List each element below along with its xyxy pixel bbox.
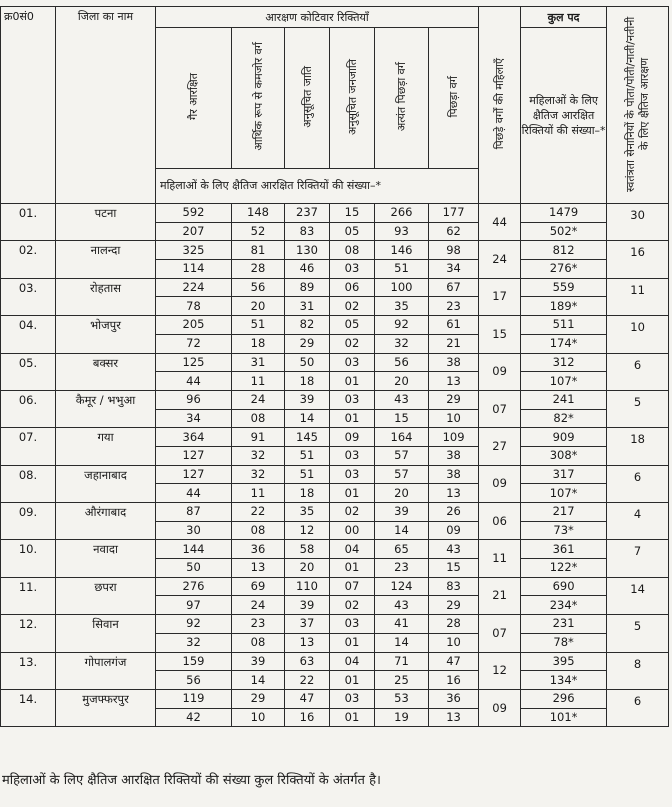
women-vacancy-cell: 01	[330, 372, 375, 391]
total-vacancy-cell: 325	[156, 241, 232, 260]
women-vacancy-cell: 20	[375, 484, 429, 503]
total-women-posts-cell: 308*	[521, 446, 607, 465]
category-header: गैर आरक्षित	[156, 28, 232, 169]
table-row	[1, 615, 669, 634]
total-posts-cell: 909	[521, 428, 607, 447]
total-vacancy-cell: 148	[232, 204, 285, 223]
table-row	[1, 465, 669, 484]
total-vacancy-cell: 592	[156, 204, 232, 223]
total-women-posts-cell: 107*	[521, 372, 607, 391]
women-vacancy-cell: 23	[429, 297, 479, 316]
women-vacancy-cell: 42	[156, 708, 232, 727]
women-vacancy-cell: 39	[285, 596, 330, 615]
total-posts-cell: 231	[521, 615, 607, 634]
total-posts-cell: 511	[521, 316, 607, 335]
women-vacancy-cell: 32	[156, 633, 232, 652]
district-name: नालन्दा	[56, 241, 156, 278]
backward-women-cell: 27	[479, 428, 521, 465]
table-row	[1, 652, 669, 671]
total-vacancy-cell: 50	[285, 353, 330, 372]
women-vacancy-cell: 20	[232, 297, 285, 316]
total-vacancy-cell: 47	[285, 689, 330, 708]
total-vacancy-cell: 02	[330, 503, 375, 522]
women-vacancy-cell: 08	[232, 409, 285, 428]
women-vacancy-cell: 14	[232, 671, 285, 690]
total-vacancy-cell: 03	[330, 615, 375, 634]
women-vacancy-cell: 14	[375, 521, 429, 540]
total-vacancy-cell: 15	[330, 204, 375, 223]
total-vacancy-cell: 127	[156, 465, 232, 484]
table-row	[1, 316, 669, 335]
total-women-posts-cell: 82*	[521, 409, 607, 428]
total-vacancy-cell: 177	[429, 204, 479, 223]
women-vacancy-cell: 01	[330, 409, 375, 428]
women-vacancy-cell: 13	[429, 372, 479, 391]
women-vacancy-cell: 03	[330, 260, 375, 279]
women-vacancy-cell: 11	[232, 372, 285, 391]
total-vacancy-cell: 08	[330, 241, 375, 260]
total-vacancy-cell: 92	[375, 316, 429, 335]
serial-number: 06.	[1, 390, 56, 427]
freedom-fighter-cell: 6	[607, 689, 669, 726]
category-header: आर्थिक रूप से कमजोर वर्ग	[232, 28, 285, 169]
district-name: गोपालगंज	[56, 652, 156, 689]
total-vacancy-cell: 119	[156, 689, 232, 708]
total-posts-cell: 812	[521, 241, 607, 260]
total-vacancy-cell: 205	[156, 316, 232, 335]
women-vacancy-cell: 18	[285, 372, 330, 391]
women-vacancy-cell: 02	[330, 297, 375, 316]
women-vacancy-cell: 51	[285, 446, 330, 465]
backward-women-cell: 06	[479, 503, 521, 540]
table-row	[1, 428, 669, 447]
total-women-posts-cell: 73*	[521, 521, 607, 540]
total-vacancy-cell: 71	[375, 652, 429, 671]
total-vacancy-cell: 51	[232, 316, 285, 335]
women-vacancy-cell: 10	[232, 708, 285, 727]
total-vacancy-cell: 38	[429, 465, 479, 484]
serial-number: 04.	[1, 316, 56, 353]
backward-women-cell: 15	[479, 316, 521, 353]
table-row	[1, 577, 669, 596]
total-vacancy-cell: 28	[429, 615, 479, 634]
district-name: रोहतास	[56, 278, 156, 315]
category-header: अनुसूचित जाति	[285, 28, 330, 169]
women-vacancy-cell: 52	[232, 222, 285, 241]
women-vacancy-cell: 16	[285, 708, 330, 727]
women-vacancy-cell: 01	[330, 633, 375, 652]
women-vacancy-cell: 43	[375, 596, 429, 615]
women-vacancy-cell: 46	[285, 260, 330, 279]
serial-header: क्र0सं0	[1, 7, 56, 204]
women-vacancy-cell: 16	[429, 671, 479, 690]
women-vacancy-cell: 01	[330, 671, 375, 690]
women-vacancy-cell: 29	[285, 334, 330, 353]
women-vacancy-cell: 114	[156, 260, 232, 279]
total-vacancy-cell: 69	[232, 577, 285, 596]
total-women-posts-cell: 134*	[521, 671, 607, 690]
total-vacancy-cell: 23	[232, 615, 285, 634]
freedom-fighter-cell: 6	[607, 465, 669, 502]
total-women-posts-cell: 234*	[521, 596, 607, 615]
serial-number: 11.	[1, 577, 56, 614]
women-vacancy-cell: 02	[330, 596, 375, 615]
women-vacancy-cell: 72	[156, 334, 232, 353]
women-vacancy-cell: 57	[375, 446, 429, 465]
district-name: गया	[56, 428, 156, 465]
women-vacancy-cell: 51	[375, 260, 429, 279]
freedom-fighter-cell: 16	[607, 241, 669, 278]
district-name: मुजफ्फरपुर	[56, 689, 156, 726]
women-vacancy-cell: 05	[330, 222, 375, 241]
total-posts-header: कुल पद	[521, 7, 607, 28]
total-women-posts-cell: 189*	[521, 297, 607, 316]
total-vacancy-cell: 92	[156, 615, 232, 634]
table-row	[1, 278, 669, 297]
total-vacancy-cell: 124	[375, 577, 429, 596]
backward-women-cell: 11	[479, 540, 521, 577]
total-women-posts-cell: 101*	[521, 708, 607, 727]
women-vacancy-cell: 13	[429, 708, 479, 727]
total-posts-cell: 559	[521, 278, 607, 297]
women-row-label: महिलाओं के लिए क्षैतिज आरक्षित रिक्तियों की संख्या–*	[156, 169, 479, 204]
total-posts-cell: 296	[521, 689, 607, 708]
total-vacancy-cell: 22	[232, 503, 285, 522]
total-posts-cell: 1479	[521, 204, 607, 223]
total-vacancy-cell: 43	[429, 540, 479, 559]
total-vacancy-cell: 146	[375, 241, 429, 260]
women-vacancy-cell: 29	[429, 596, 479, 615]
freedom-fighter-cell: 4	[607, 503, 669, 540]
women-vacancy-cell: 18	[285, 484, 330, 503]
women-vacancy-cell: 20	[285, 559, 330, 578]
serial-number: 05.	[1, 353, 56, 390]
total-vacancy-cell: 51	[285, 465, 330, 484]
women-vacancy-cell: 08	[232, 521, 285, 540]
women-vacancy-cell: 00	[330, 521, 375, 540]
total-vacancy-cell: 29	[429, 390, 479, 409]
total-vacancy-cell: 276	[156, 577, 232, 596]
total-vacancy-cell: 130	[285, 241, 330, 260]
total-vacancy-cell: 364	[156, 428, 232, 447]
women-vacancy-cell: 13	[232, 559, 285, 578]
total-vacancy-cell: 39	[375, 503, 429, 522]
women-vacancy-cell: 93	[375, 222, 429, 241]
women-vacancy-cell: 32	[232, 446, 285, 465]
total-vacancy-cell: 39	[285, 390, 330, 409]
total-vacancy-cell: 144	[156, 540, 232, 559]
total-women-note-header: महिलाओं के लिए क्षैतिज आरक्षित रिक्तियों की संख्या–*	[521, 28, 607, 204]
women-vacancy-cell: 20	[375, 372, 429, 391]
total-women-posts-cell: 276*	[521, 260, 607, 279]
total-vacancy-cell: 83	[429, 577, 479, 596]
reservation-group-header: आरक्षण कोटिवार रिक्तियाँ	[156, 7, 479, 28]
freedom-fighter-cell: 11	[607, 278, 669, 315]
serial-number: 13.	[1, 652, 56, 689]
women-vacancy-cell: 13	[429, 484, 479, 503]
backward-women-cell: 09	[479, 689, 521, 726]
total-vacancy-cell: 24	[232, 390, 285, 409]
total-women-posts-cell: 78*	[521, 633, 607, 652]
table-row	[1, 540, 669, 559]
total-women-posts-cell: 122*	[521, 559, 607, 578]
serial-number: 08.	[1, 465, 56, 502]
serial-number: 02.	[1, 241, 56, 278]
category-header: पिछड़ा वर्ग	[429, 28, 479, 169]
total-vacancy-cell: 58	[285, 540, 330, 559]
women-vacancy-cell: 23	[375, 559, 429, 578]
table-row	[1, 390, 669, 409]
freedom-fighter-cell: 5	[607, 390, 669, 427]
total-vacancy-cell: 98	[429, 241, 479, 260]
total-posts-cell: 317	[521, 465, 607, 484]
total-vacancy-cell: 43	[375, 390, 429, 409]
table-row	[1, 241, 669, 260]
total-vacancy-cell: 29	[232, 689, 285, 708]
total-women-posts-cell: 174*	[521, 334, 607, 353]
total-vacancy-cell: 37	[285, 615, 330, 634]
women-vacancy-cell: 97	[156, 596, 232, 615]
serial-number: 10.	[1, 540, 56, 577]
serial-number: 07.	[1, 428, 56, 465]
total-posts-cell: 241	[521, 390, 607, 409]
total-vacancy-cell: 100	[375, 278, 429, 297]
district-name: भोजपुर	[56, 316, 156, 353]
district-name: जहानाबाद	[56, 465, 156, 502]
total-vacancy-cell: 96	[156, 390, 232, 409]
total-vacancy-cell: 91	[232, 428, 285, 447]
freedom-fighter-cell: 8	[607, 652, 669, 689]
total-vacancy-cell: 04	[330, 652, 375, 671]
freedom-fighter-cell: 5	[607, 615, 669, 652]
women-vacancy-cell: 10	[429, 409, 479, 428]
district-name: नवादा	[56, 540, 156, 577]
women-vacancy-cell: 21	[429, 334, 479, 353]
freedom-fighter-cell: 30	[607, 204, 669, 241]
total-vacancy-cell: 47	[429, 652, 479, 671]
category-header: अनुसूचित जनजाति	[330, 28, 375, 169]
table-row	[1, 353, 669, 372]
district-name: औरंगाबाद	[56, 503, 156, 540]
total-vacancy-cell: 109	[429, 428, 479, 447]
women-vacancy-cell: 02	[330, 334, 375, 353]
total-posts-cell: 395	[521, 652, 607, 671]
district-name: बक्सर	[56, 353, 156, 390]
total-vacancy-cell: 09	[330, 428, 375, 447]
total-vacancy-cell: 36	[232, 540, 285, 559]
vacancy-table	[0, 6, 669, 727]
women-vacancy-cell: 14	[375, 633, 429, 652]
women-vacancy-cell: 34	[156, 409, 232, 428]
total-vacancy-cell: 61	[429, 316, 479, 335]
total-posts-cell: 690	[521, 577, 607, 596]
total-vacancy-cell: 53	[375, 689, 429, 708]
women-vacancy-cell: 01	[330, 559, 375, 578]
total-vacancy-cell: 81	[232, 241, 285, 260]
women-vacancy-cell: 12	[285, 521, 330, 540]
total-vacancy-cell: 164	[375, 428, 429, 447]
serial-number: 01.	[1, 204, 56, 241]
women-vacancy-cell: 19	[375, 708, 429, 727]
backward-women-cell: 24	[479, 241, 521, 278]
women-vacancy-cell: 127	[156, 446, 232, 465]
backward-women-cell: 07	[479, 615, 521, 652]
women-vacancy-cell: 38	[429, 446, 479, 465]
women-vacancy-cell: 83	[285, 222, 330, 241]
total-vacancy-cell: 35	[285, 503, 330, 522]
women-vacancy-cell: 01	[330, 708, 375, 727]
total-posts-cell: 361	[521, 540, 607, 559]
total-vacancy-cell: 87	[156, 503, 232, 522]
women-vacancy-cell: 10	[429, 633, 479, 652]
freedom-fighter-cell: 18	[607, 428, 669, 465]
women-vacancy-cell: 31	[285, 297, 330, 316]
backward-women-cell: 44	[479, 204, 521, 241]
district-name: पटना	[56, 204, 156, 241]
table-row	[1, 204, 669, 223]
women-vacancy-cell: 13	[285, 633, 330, 652]
total-vacancy-cell: 56	[232, 278, 285, 297]
serial-number: 14.	[1, 689, 56, 726]
women-vacancy-cell: 78	[156, 297, 232, 316]
women-vacancy-cell: 44	[156, 484, 232, 503]
total-vacancy-cell: 03	[330, 353, 375, 372]
women-vacancy-cell: 34	[429, 260, 479, 279]
total-vacancy-cell: 03	[330, 689, 375, 708]
total-vacancy-cell: 89	[285, 278, 330, 297]
women-vacancy-cell: 32	[375, 334, 429, 353]
women-vacancy-cell: 11	[232, 484, 285, 503]
total-vacancy-cell: 125	[156, 353, 232, 372]
freedom-fighter-cell: 6	[607, 353, 669, 390]
women-vacancy-cell: 35	[375, 297, 429, 316]
total-vacancy-cell: 03	[330, 465, 375, 484]
district-header: जिला का नाम	[56, 7, 156, 204]
district-name: कैमूर / भभुआ	[56, 390, 156, 427]
total-vacancy-cell: 63	[285, 652, 330, 671]
backward-women-cell: 21	[479, 577, 521, 614]
women-vacancy-cell: 01	[330, 484, 375, 503]
freedom-fighter-header: स्वतंत्रता सेनानियों के पोता/पोती/नाती/नतीनी के लिए क्षैतिज आरक्षण	[607, 7, 669, 204]
total-vacancy-cell: 39	[232, 652, 285, 671]
freedom-fighter-cell: 7	[607, 540, 669, 577]
women-vacancy-cell: 15	[429, 559, 479, 578]
women-vacancy-cell: 62	[429, 222, 479, 241]
total-vacancy-cell: 159	[156, 652, 232, 671]
total-vacancy-cell: 36	[429, 689, 479, 708]
backward-women-cell: 09	[479, 353, 521, 390]
women-vacancy-cell: 28	[232, 260, 285, 279]
total-vacancy-cell: 06	[330, 278, 375, 297]
table-row	[1, 503, 669, 522]
category-header: अत्यंत पिछड़ा वर्ग	[375, 28, 429, 169]
total-vacancy-cell: 237	[285, 204, 330, 223]
total-vacancy-cell: 224	[156, 278, 232, 297]
freedom-fighter-cell: 14	[607, 577, 669, 614]
total-vacancy-cell: 145	[285, 428, 330, 447]
total-vacancy-cell: 57	[375, 465, 429, 484]
total-women-posts-cell: 107*	[521, 484, 607, 503]
district-name: छपरा	[56, 577, 156, 614]
total-posts-cell: 312	[521, 353, 607, 372]
total-vacancy-cell: 26	[429, 503, 479, 522]
women-vacancy-cell: 08	[232, 633, 285, 652]
backward-women-cell: 09	[479, 465, 521, 502]
district-name: सिवान	[56, 615, 156, 652]
backward-women-cell: 12	[479, 652, 521, 689]
total-vacancy-cell: 266	[375, 204, 429, 223]
women-vacancy-cell: 22	[285, 671, 330, 690]
women-vacancy-cell: 14	[285, 409, 330, 428]
total-posts-cell: 217	[521, 503, 607, 522]
total-women-posts-cell: 502*	[521, 222, 607, 241]
total-vacancy-cell: 65	[375, 540, 429, 559]
women-vacancy-cell: 30	[156, 521, 232, 540]
total-vacancy-cell: 03	[330, 390, 375, 409]
women-vacancy-cell: 44	[156, 372, 232, 391]
table-row	[1, 689, 669, 708]
total-vacancy-cell: 41	[375, 615, 429, 634]
women-vacancy-cell: 25	[375, 671, 429, 690]
total-vacancy-cell: 110	[285, 577, 330, 596]
total-vacancy-cell: 38	[429, 353, 479, 372]
backward-women-cell: 07	[479, 390, 521, 427]
women-vacancy-cell: 207	[156, 222, 232, 241]
women-vacancy-cell: 56	[156, 671, 232, 690]
women-vacancy-cell: 15	[375, 409, 429, 428]
women-vacancy-cell: 09	[429, 521, 479, 540]
women-vacancy-cell: 03	[330, 446, 375, 465]
women-vacancy-cell: 50	[156, 559, 232, 578]
serial-number: 12.	[1, 615, 56, 652]
women-vacancy-cell: 24	[232, 596, 285, 615]
freedom-fighter-cell: 10	[607, 316, 669, 353]
serial-number: 03.	[1, 278, 56, 315]
serial-number: 09.	[1, 503, 56, 540]
footnote: महिलाओं के लिए क्षैतिज आरक्षित रिक्तियों की संख्या कुल रिक्तियों के अंतर्गत है।	[2, 773, 381, 788]
total-vacancy-cell: 05	[330, 316, 375, 335]
total-vacancy-cell: 04	[330, 540, 375, 559]
total-vacancy-cell: 67	[429, 278, 479, 297]
total-vacancy-cell: 32	[232, 465, 285, 484]
total-vacancy-cell: 31	[232, 353, 285, 372]
total-vacancy-cell: 56	[375, 353, 429, 372]
total-vacancy-cell: 07	[330, 577, 375, 596]
women-vacancy-cell: 18	[232, 334, 285, 353]
total-vacancy-cell: 82	[285, 316, 330, 335]
backward-women-cell: 17	[479, 278, 521, 315]
backward-women-header: पिछड़े वर्गों की महिलाएँ	[479, 7, 521, 204]
